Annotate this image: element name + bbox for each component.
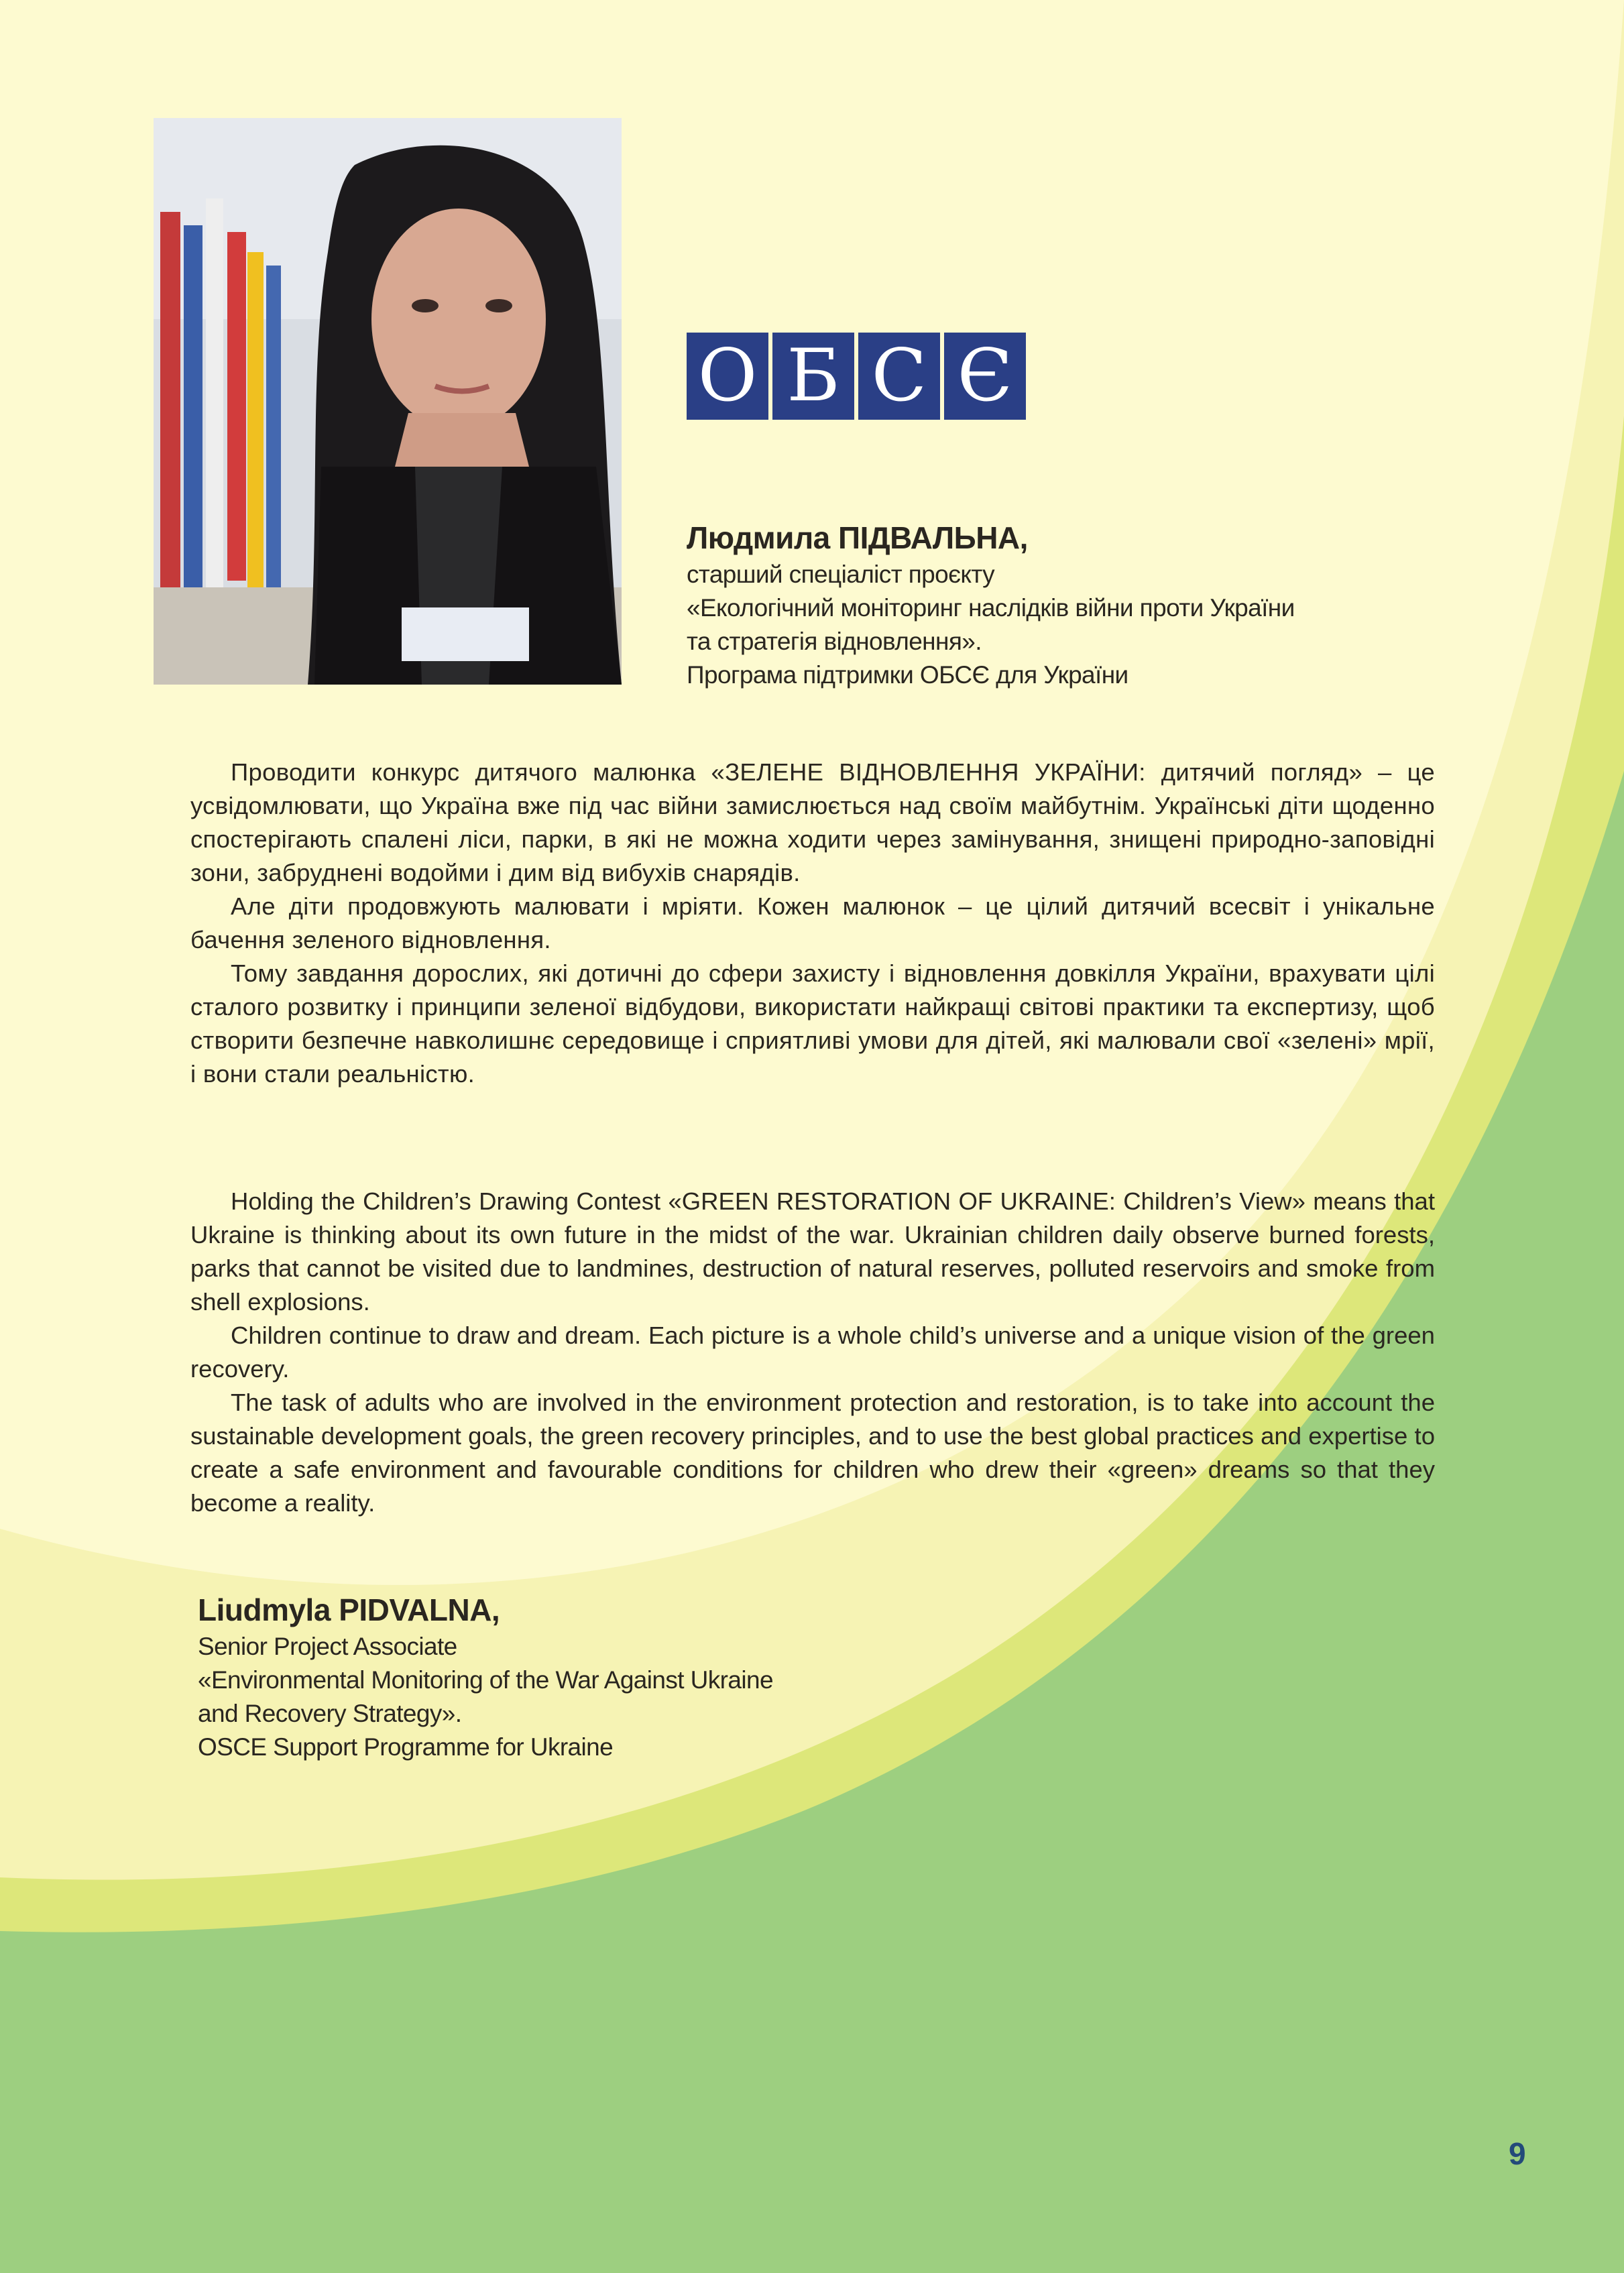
author-name-ua: Людмила ПІДВАЛЬНА, bbox=[687, 520, 1028, 555]
author-block-en bbox=[198, 1590, 1002, 1764]
paragraph: Тому завдання дорослих, які дотичні до сфери захисту і відновлення довкілля України, врахувати цілі сталого розвитку і принципи зеленої відбудови, використати найкращі світові практики та експертизу, щоб створити безпечне навколишнє середовище і сприятливі умови для дітей, які малювали свої «зелені» мрії, і вони стали реальністю. bbox=[190, 959, 1435, 1088]
author-project-en-cont: and Recovery Strategy». bbox=[198, 1700, 462, 1727]
body-text-en bbox=[190, 1185, 1435, 1520]
author-project-ua: «Екологічний моніторинг наслідків війни проти України bbox=[687, 594, 1295, 622]
logo-letter: С bbox=[858, 333, 940, 420]
author-project-ua-cont: та стратегія відновлення». bbox=[687, 628, 982, 655]
paragraph: Проводити конкурс дитячого малюнка «ЗЕЛЕНЕ ВІДНОВЛЕННЯ УКРАЇНИ: дитячий погляд» – це усвідомлювати, що Україна вже під час війни замислюється над своїм майбутнім. Українські діти щоденно спостерігають спалені ліси, парки, в які не можна ходити через замінування, знищені природно-заповідні зони, забруднені водойми і дим від вибухів снарядів. bbox=[190, 758, 1435, 886]
author-project-en: «Environmental Monitoring of the War Against Ukraine bbox=[198, 1666, 773, 1694]
logo-letter: Б bbox=[772, 333, 854, 420]
author-name-en: Liudmyla PIDVALNA, bbox=[198, 1592, 500, 1627]
logo-letter: Є bbox=[944, 333, 1026, 420]
paragraph: Children continue to draw and dream. Each picture is a whole child’s universe and a unique vision of the green recovery. bbox=[190, 1322, 1435, 1383]
author-role-en: Senior Project Associate bbox=[198, 1633, 457, 1660]
author-programme-ua: Програма підтримки ОБСЄ для України bbox=[687, 661, 1128, 689]
logo-letter: О bbox=[687, 333, 768, 420]
author-block-ua bbox=[687, 518, 1558, 692]
author-role-ua: старший спеціаліст проєкту bbox=[687, 561, 995, 588]
portrait-photo bbox=[154, 118, 622, 685]
paragraph: The task of adults who are involved in the environment protection and restoration, is to take into account the sustainable development goals, the green recovery principles, and to use the best global practices and expertise to create a safe environment and favourable conditions for children who drew their «green» dreams so that they become a reality. bbox=[190, 1389, 1435, 1517]
page-number: 9 bbox=[1509, 2136, 1526, 2171]
paragraph: Але діти продовжують малювати і мріяти. Кожен малюнок – це цілий дитячий всесвіт і унікальне бачення зеленого відновлення. bbox=[190, 892, 1435, 953]
osce-logo bbox=[687, 333, 1026, 420]
paragraph: Holding the Children’s Drawing Contest «GREEN RESTORATION OF UKRAINE: Children’s View» means that Ukraine is thinking about its own future in the midst of the war. Ukrainian children daily observe burned forests, parks that cannot be visited due to landmines, destruction of natural reserves, polluted reservoirs and smoke from shell explosions. bbox=[190, 1187, 1435, 1316]
body-text-ua bbox=[190, 756, 1435, 1091]
author-programme-en: OSCE Support Programme for Ukraine bbox=[198, 1733, 614, 1761]
